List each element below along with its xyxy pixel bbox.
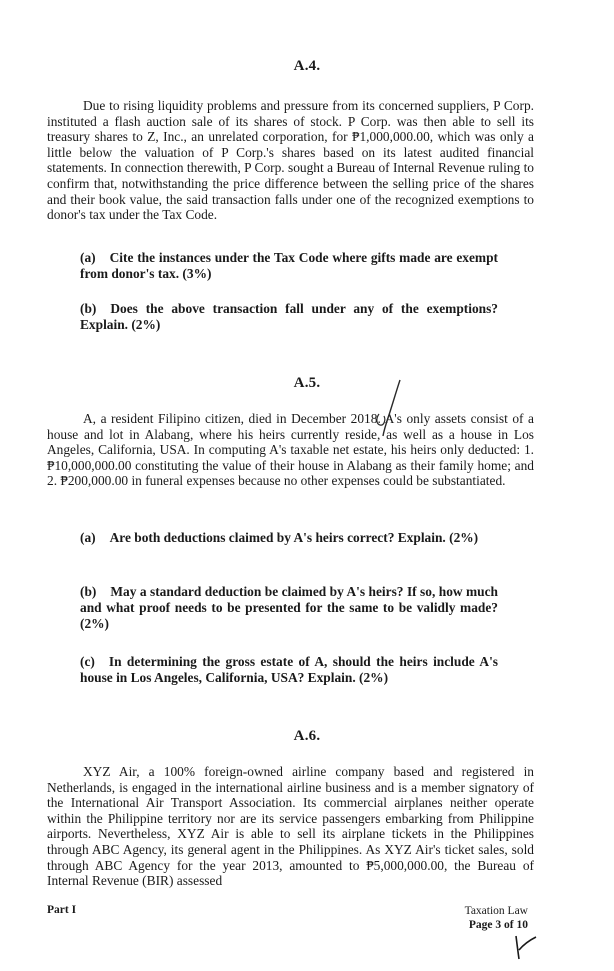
question-text: Cite the instances under the Tax Code where gifts made are exempt from donor's tax. (3%): [80, 250, 498, 281]
section-a5-question-a: [80, 530, 498, 546]
question-label: (b): [80, 584, 97, 599]
question-label: (c): [80, 654, 95, 669]
question-text: In determining the gross estate of A, should the heirs include A's house in Los Angeles, California, USA? Explain. (2%): [80, 654, 498, 685]
section-a5-question-b: [80, 584, 498, 632]
question-label: (b): [80, 301, 97, 316]
handwritten-check-mark-icon: [370, 378, 410, 442]
question-text: Are both deductions claimed by A's heirs correct? Explain. (2%): [109, 530, 479, 545]
section-a5-paragraph: A, a resident Filipino citizen, died in December 2018. A's only assets consist of a house and lot in Alabang, where his heirs currently reside, as well as a house in Los Angeles, California, USA. In computing A's taxable net estate, his heirs only deducted: 1. ₱10,000,000.00 constituting the value of their house in Alabang as their family home; and 2. ₱200,000.00 in funeral expenses because no other expenses could be substantiated.: [47, 411, 534, 489]
section-a4-question-b: [80, 301, 498, 333]
footer-info: [465, 904, 528, 932]
footer-subject: Taxation Law: [464, 905, 528, 917]
section-a4-heading: A.4.: [293, 58, 321, 74]
section-a6-heading: A.6.: [293, 728, 321, 744]
section-a6-paragraph: XYZ Air, a 100% foreign-owned airline company based and registered in Netherlands, is engaged in the international airline business and is a member signatory of the International Air Transport Association. Its commercial airplanes neither operate within the Philippine territory nor are its service passengers embarking from Philippine airports. Nevertheless, XYZ Air is able to sell its airplane tickets in the Philippines through ABC Agency, its general agent in the Philippines. As XYZ Air's ticket sales, sold through ABC Agency for the year 2013, amounted to ₱5,000,000.00, the Bureau of Internal Revenue (BIR) assessed: [47, 764, 534, 889]
section-a5-question-c: [80, 654, 498, 686]
footer-page-number: Page 3 of 10: [468, 919, 528, 931]
section-a4-paragraph: Due to rising liquidity problems and pressure from its concerned suppliers, P Corp. instituted a flash auction sale of its shares of stock. P Corp. was then able to sell its treasury shares to Z, Inc., an unrelated corporation, for ₱1,000,000.00, which was only a little below the valuation of P Corp.'s shares based on its latest audited financial statements. In connection therewith, P Corp. sought a Bureau of Internal Revenue ruling to confirm that, notwithstanding the price difference between the selling price of the shares and their book value, the said transaction falls under one of the recognized exemptions to donor's tax under the Tax Code.: [47, 98, 534, 223]
question-label: (a): [80, 530, 96, 545]
handwritten-initial-icon: [508, 932, 542, 962]
footer-part: Part I: [47, 904, 77, 916]
question-text: May a standard deduction be claimed by A's heirs? If so, how much and what proof needs to be presented for the same to be validly made? (2%): [80, 584, 498, 631]
question-label: (a): [80, 250, 96, 265]
section-a5-heading: A.5.: [293, 375, 321, 391]
question-text: Does the above transaction fall under any of the exemptions? Explain. (2%): [80, 301, 498, 332]
section-a4-question-a: [80, 250, 498, 282]
